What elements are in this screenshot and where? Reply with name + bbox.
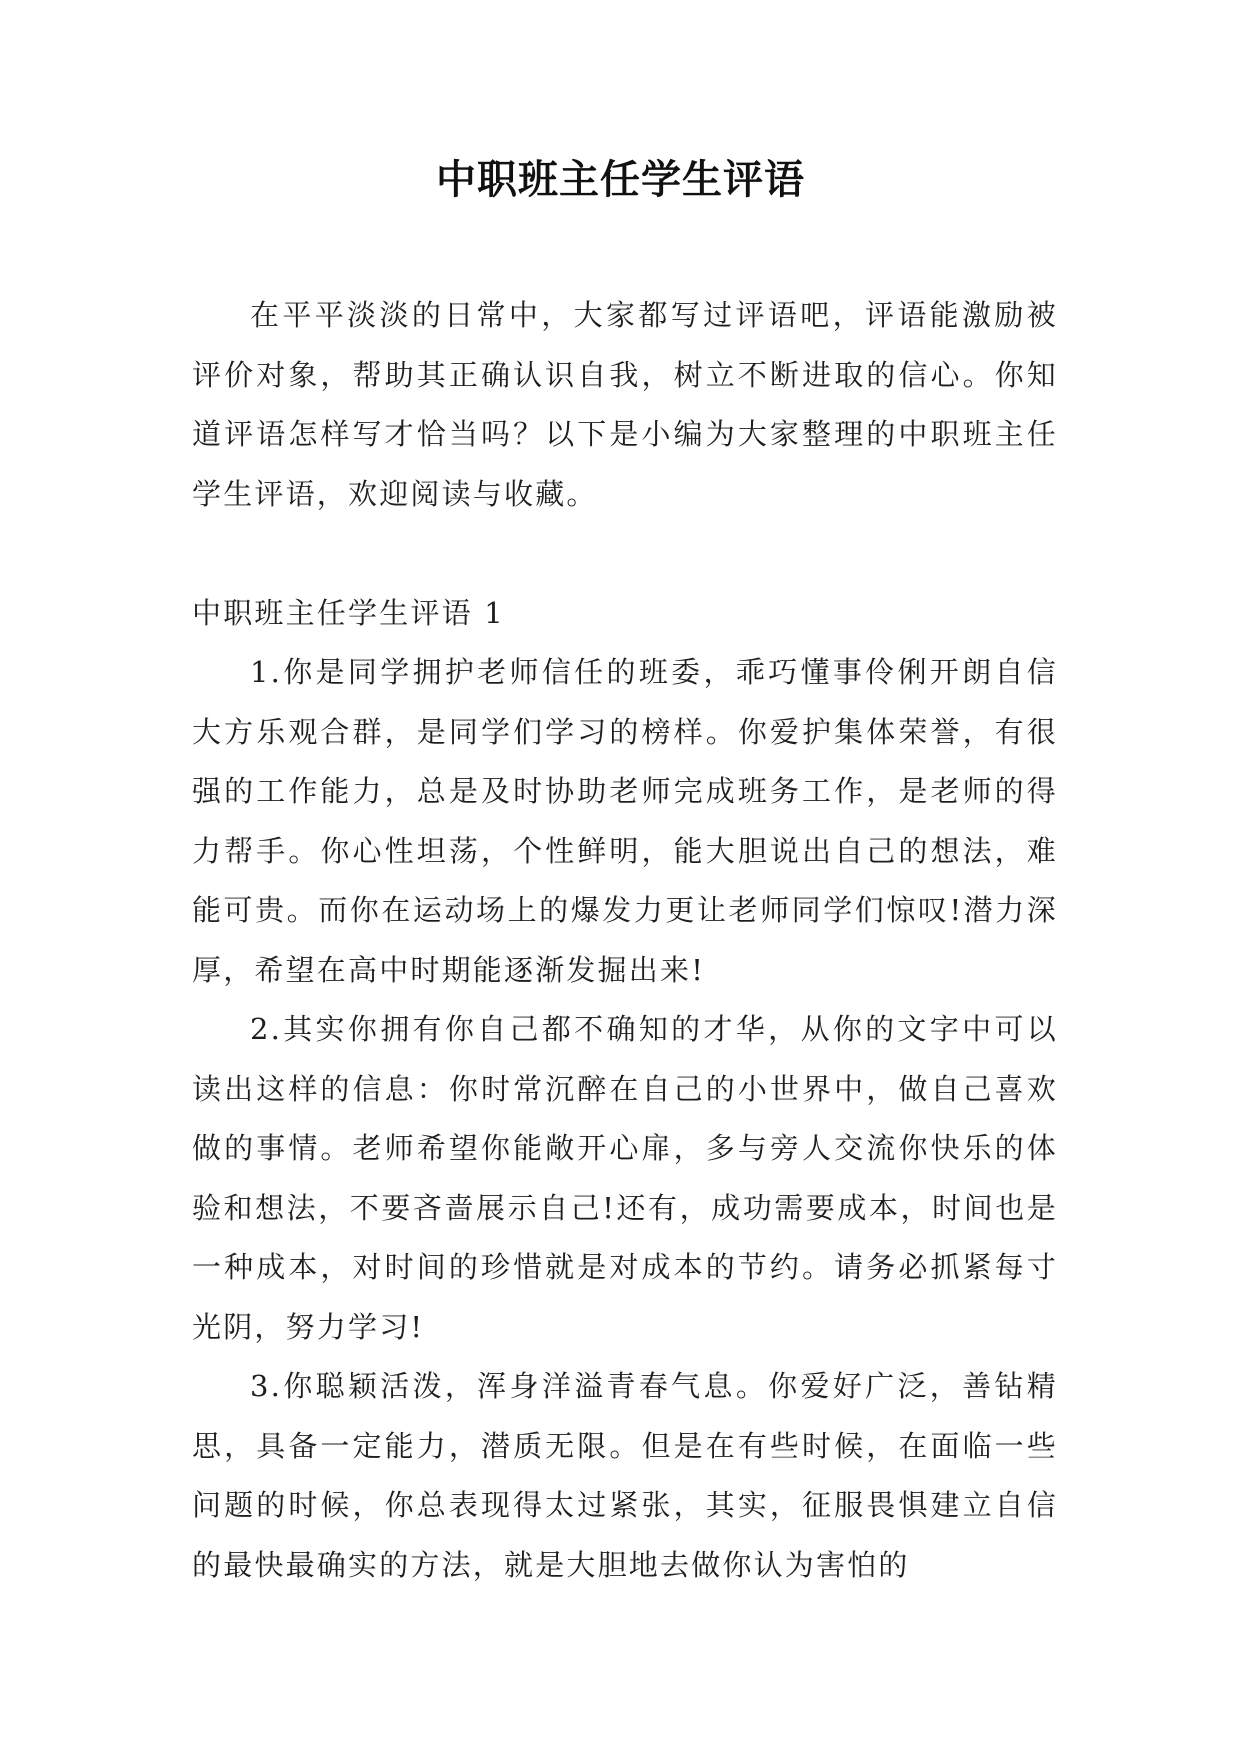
comment-paragraph-1: 1.你是同学拥护老师信任的班委，乖巧懂事伶俐开朗自信大方乐观合群，是同学们学习的榜样。你爱护集体荣誉，有很强的工作能力，总是及时协助老师完成班务工作，是老师的得力帮手。你心性坦荡，个性鲜明，能大胆说出自己的想法，难能可贵。而你在运动场上的爆发力更让老师同学们惊叹!潜力深厚，希望在高中时期能逐渐发掘出来! (192, 655, 1058, 987)
intro-paragraph: 在平平淡淡的日常中，大家都写过评语吧，评语能激励被评价对象，帮助其正确认识自我，树立不断进取的信心。你知道评语怎样写才恰当吗？以下是小编为大家整理的中职班主任学生评语，欢迎阅读与收藏。 (192, 298, 1058, 511)
comment-paragraph-3: 3.你聪颖活泼，浑身洋溢青春气息。你爱好广泛，善钻精思，具备一定能力，潜质无限。但是在有些时候，在面临一些问题的时候，你总表现得太过紧张，其实，征服畏惧建立自信的最快最确实的方法，就是大胆地去做你认为害怕的 (192, 1369, 1058, 1582)
document-body (192, 286, 1058, 1595)
section-heading: 中职班主任学生评语 1 (192, 595, 505, 630)
document-title: 中职班主任学生评语 (436, 156, 805, 203)
comment-paragraph-2: 2.其实你拥有你自己都不确知的才华，从你的文字中可以读出这样的信息：你时常沉醉在自己的小世界中，做自己喜欢做的事情。老师希望你能敞开心扉，多与旁人交流你快乐的体验和想法，不要吝啬展示自己!还有，成功需要成本，时间也是一种成本，对时间的珍惜就是对成本的节约。请务必抓紧每寸光阴，努力学习! (192, 1012, 1058, 1344)
